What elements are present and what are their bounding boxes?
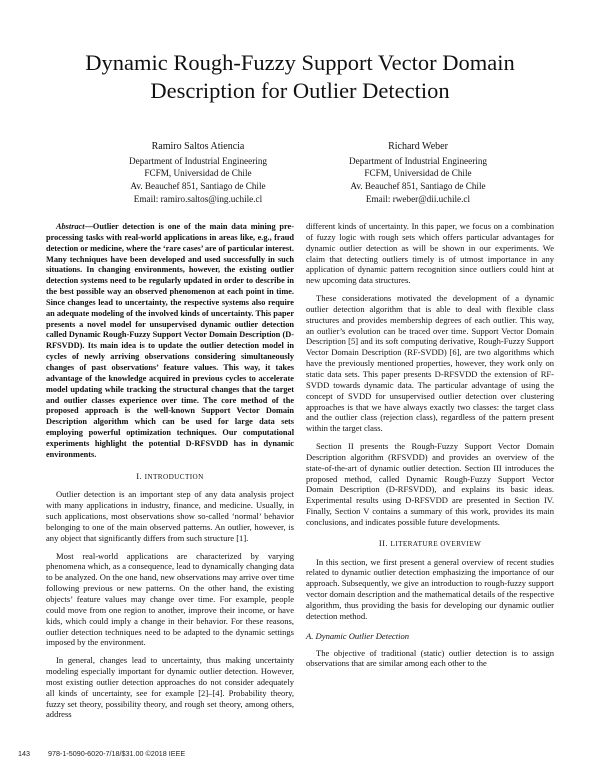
author-email: Email: rweber@dii.uchile.cl [365,193,471,204]
author-email: Email: ramiro.saltos@ing.uchile.cl [133,193,263,204]
intro-paragraph-4: These considerations motivated the development of a dynamic outlier detection algorithm that is able to deal with flexible class structures and provides membership degrees of each outlier. This way, an outlier’s evolution can be traced over time. Support Vector Domain Description [5] and its soft computing derivative, Rough-Fuzzy Support Vector Domain Description (RF-SVDD) [6], are two algorithms which have the previously mentioned properties, however, they work only on static data sets. This paper presents D-RFSVDD the extension of RF-SVDD towards dynamic data. The particular advantage of using the concept of SVDD for unsupervised outlier detection over clustering approaches is that we have always exactly two classes: the target class and the outlier class (rejection class), regardless of the pattern present within the target class. [306,293,554,434]
right-column [306,221,554,676]
abstract-text: —Outlier detection is one of the main data mining pre-processing tasks with real-world applications in areas like, e.g., fraud detection or medicine, where the ‘rare cases’ are of particular interest. Many techniques have been developed and used successfully in such situations. In changing environments, however, the existing outlier detection systems need to be regularly updated in order to describe in the best possible way an observed phenomenon at each point in time. Since changes lead to uncertainty, the respective systems also require an adequate modeling of the involved kinds of uncertainty. This paper presents a novel model for unsupervised dynamic outlier detection called Dynamic Rough-Fuzzy Support Vector Domain Description (D-RFSVDD). Its main idea is to update the outlier detection model in cycles of newly arriving observations considering simultaneously changes of past observations’ feature values. This way, it takes advantage of the knowledge acquired in previous cycles to accelerate model updating while tracking the structural changes that the target and outlier classes experience over time. The core method of the proposed approach is the well-known Support Vector Domain Description algorithm which can be used for large data sets employing powerful optimization techniques. Our computational experiments highlight the potential D-RFSVDD has in dynamic environments. [46,222,294,459]
author-department: Department of Industrial Engineering [128,155,268,166]
title-line-2: Description for Outlier Detection [150,78,450,103]
author-address: Av. Beauchef 851, Santiago de Chile [130,181,266,192]
intro-paragraph-2: Most real-world applications are characterized by varying phenomena which, as a consequence, lead to dynamically changing data to be analyzed. On the one hand, new observations may arrive over time following previous or new patterns. On the other hand, the existing objects’ feature values may change over time. For example, people could move from one region to another, improve their income, or have kids, which could imply a change in their behavior. For these reasons, outlier detection techniques need to be adapted to the dynamic settings imposed by the environment. [46,550,294,648]
isbn-copyright: 978-1-5090-6020-7/18/$31.00 ©2018 IEEE [48,749,186,758]
subsection-paragraph: The objective of traditional (static) outlier detection is to assign observations that are similar among each other to the [306,647,554,669]
page-footer [18,749,201,758]
section-number: I. [136,470,143,481]
abstract [46,222,294,461]
subsection-heading: A. Dynamic Outlier Detection [306,630,410,641]
section-title: INTRODUCTION [144,472,204,481]
paper-title [40,49,560,105]
intro-paragraph-continued: different kinds of uncertainty. In this paper, we focus on a combination of fuzzy logic with rough sets which offers particular advantages for dynamic outlier detection as will be shown in our experiments. We claim that detecting outliers timely is of utmost importance in any application of dynamic pattern recognition since outliers could hint at new upcoming data structures. [306,221,554,286]
author-name: Ramiro Saltos Atiencia [151,141,245,152]
author-affiliation: FCFM, Universidad de Chile [364,168,472,179]
author-name: Richard Weber [388,141,448,152]
section-heading-introduction [46,471,294,483]
author-block-1 [83,141,313,206]
author-department: Department of Industrial Engineering [348,155,488,166]
intro-paragraph-5: Section II presents the Rough-Fuzzy Support Vector Domain Description algorithm (RFSVDD) and provides an overview of the state-of-the-art of dynamic outlier detection. Section III introduces the proposed method, called Dynamic Rough-Fuzzy Support Vector Domain Description (D-RFSVDD), and explains its basic ideas. Experimental results using D-RFSVDD are presented in Section IV. Finally, Section V contains a summary of this work, provides its main conclusions, and indicates possible future developments. [306,441,554,527]
title-line-1: Dynamic Rough-Fuzzy Support Vector Domain [85,50,515,75]
intro-paragraph-3: In general, changes lead to uncertainty, thus making uncertainty modeling especially important for dynamic outlier detection. However, most existing outlier detection approaches do not consider adequately all kinds of uncertainty, see for example [2]–[4]. Probability theory, fuzzy set theory, possibility theory, and rough set theory, among others, address [46,655,294,720]
page-number: 143 [18,749,30,758]
left-column [46,222,294,727]
author-affiliation: FCFM, Universidad de Chile [144,168,252,179]
author-address: Av. Beauchef 851, Santiago de Chile [350,181,486,192]
section-heading-literature [306,538,554,550]
author-block-2 [303,141,533,206]
intro-paragraph-1: Outlier detection is an important step of any data analysis project with many applications in industry, finance, and medicine. Usually, in such applications, most observations show so-called ‘normal’ behavior belonging to one of the main observed patterns. An outlier, however, is any object that significantly differs from such structure [1]. [46,489,294,543]
section-title: LITERATURE OVERVIEW [390,539,482,548]
abstract-label: Abstract [56,222,85,231]
literature-paragraph: In this section, we first present a general overview of recent studies related to dynamic outlier detection emphasizing the importance of our approach. Subsequently, we give an introduction to rough-fuzzy support vector domain description and the mathematical details of the respective algorithm, thus providing the basis for developing our dynamic outlier detection method. [306,556,554,621]
section-number: II. [378,537,388,548]
